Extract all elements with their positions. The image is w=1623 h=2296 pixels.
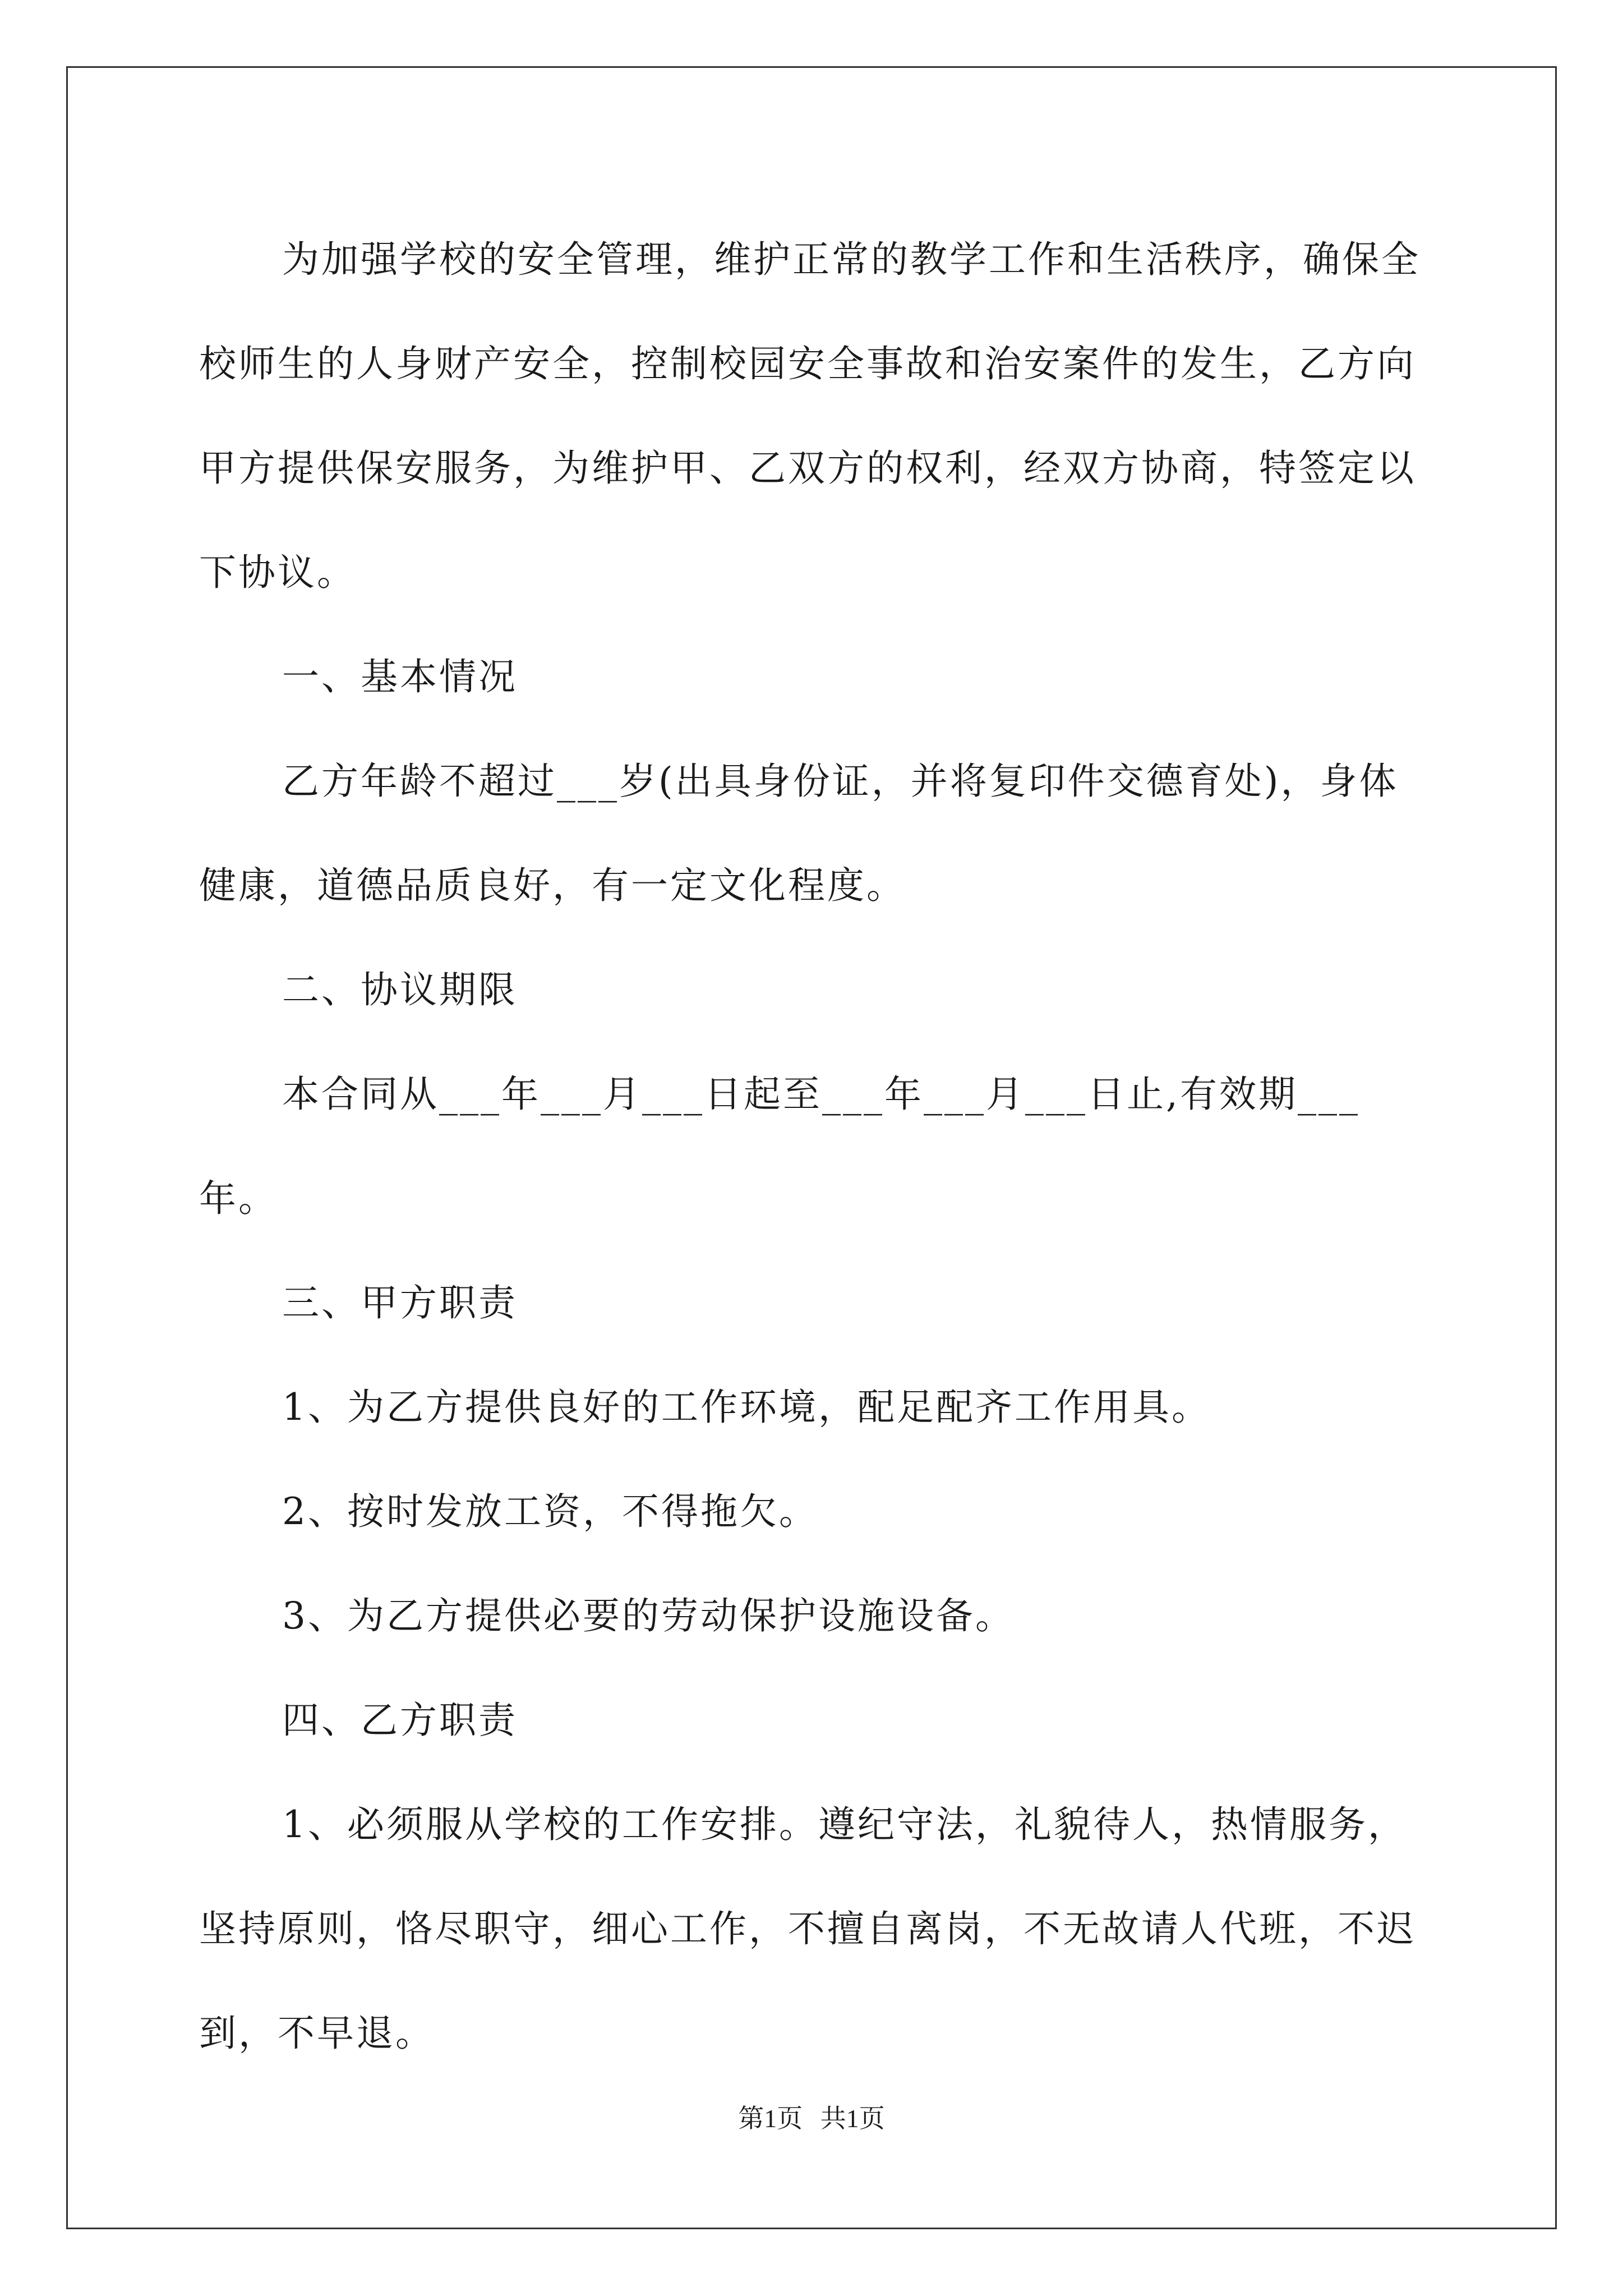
term-paragraph: 本合同从___年___月___日起至___年___月___日止,有效期___年。 <box>199 1073 1360 1220</box>
intro-paragraph: 为加强学校的安全管理，维护正常的教学工作和生活秩序，确保全校师生的人身财产安全，控制校园安全事故和治安案件的发生，乙方向甲方提供保安服务，为维护甲、乙双方的权利，经双方协商，特签定以下协议。 <box>199 238 1421 594</box>
page-footer <box>0 2098 1623 2135</box>
party-a-duty-1: 1、为乙方提供良好的工作环境，配足配齐工作用具。 <box>282 1386 1211 1429</box>
section-heading-party-a: 三、甲方职责 <box>282 1281 518 1324</box>
document-body <box>199 208 1433 2086</box>
section-heading-term: 二、协议期限 <box>282 968 518 1011</box>
section-heading-party-b: 四、乙方职责 <box>282 1699 518 1742</box>
party-a-duty-2: 2、按时发放工资，不得拖欠。 <box>282 1490 818 1533</box>
section-heading-basic: 一、基本情况 <box>282 655 518 698</box>
page-total: 共1页 <box>820 2104 885 2133</box>
basic-info-paragraph: 乙方年龄不超过___岁(出具身份证，并将复印件交德育处)，身体健康，道德品质良好，有一定文化程度。 <box>199 760 1399 907</box>
party-b-duty-1: 1、必须服从学校的工作安排。遵纪守法，礼貌待人，热情服务，坚持原则，恪尽职守，细心工作，不擅自离岗，不无故请人代班，不迟到，不早退。 <box>199 1803 1416 2055</box>
party-a-duty-3: 3、为乙方提供必要的劳动保护设施设备。 <box>282 1594 1015 1637</box>
page-number: 第1页 <box>738 2104 803 2133</box>
